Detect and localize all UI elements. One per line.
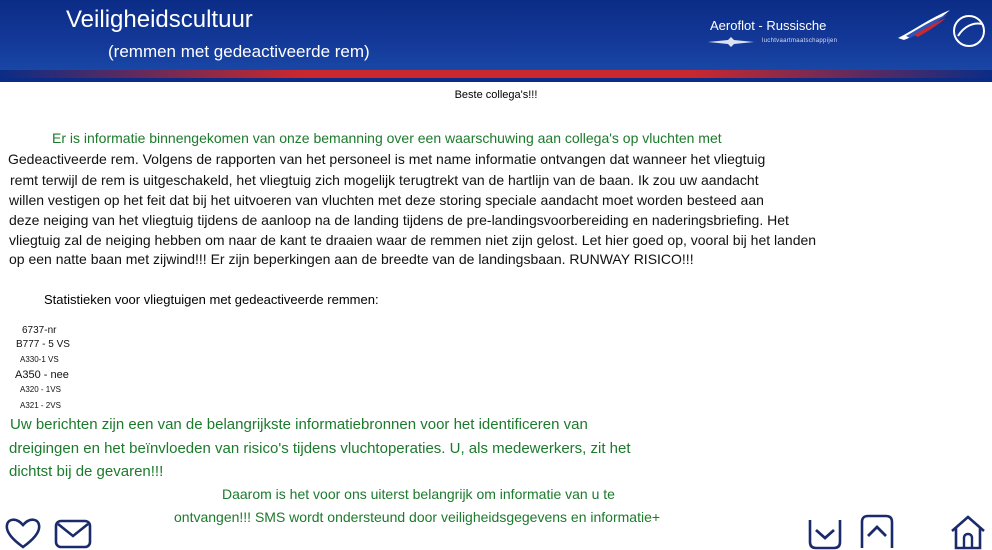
brand-name: Aeroflot - Russische	[710, 18, 827, 33]
intro-line: op een natte baan met zijwind!!! Er zijn beperkingen aan de breedte van de landingsbaan. RUNWAY RISICO!!!	[9, 251, 694, 267]
page-subtitle: (remmen met gedeactiveerde rem)	[108, 42, 370, 61]
closing-line: dreigingen en het beïnvloeden van risico's tijdens vluchtoperaties. U, als medewerkers, zit het	[9, 440, 631, 457]
aeroflot-wings-logo-icon	[708, 36, 754, 48]
stats-item: B777 - 5 VS	[16, 339, 70, 350]
header-stripe	[0, 70, 992, 78]
stats-item: A330-1 VS	[20, 355, 59, 364]
flag-wing-logo-icon	[896, 8, 952, 42]
intro-line: willen vestigen op het feit dat bij het uitvoeren van vluchten met deze storing speciale aandacht moet worden besteed aan	[9, 192, 764, 208]
mail-icon[interactable]	[54, 518, 92, 550]
stats-title: Statistieken voor vliegtuigen met gedeactiveerde remmen:	[44, 292, 379, 307]
closing-line: Uw berichten zijn een van de belangrijkste informatiebronnen voor het identificeren van	[10, 416, 588, 433]
final-line: Daarom is het voor ons uiterst belangrijk om informatie van u te	[222, 486, 615, 502]
brand-subtitle: luchtvaartmaatschappijen	[762, 38, 838, 44]
intro-line: vliegtuig zal de neiging hebben om naar de kant te draaien waar de remmen niet zijn gelost. Let hier goed op, vooral bij het landen	[9, 232, 817, 248]
home-icon[interactable]	[948, 514, 988, 550]
header-stripe-bottom	[0, 78, 992, 82]
stats-item: A350 - nee	[15, 369, 69, 381]
intro-line: deze neiging van het vliegtuig tijdens de aanloop na de landing tijdens de pre-landingsvoorbereiding en naderingsbriefing. Het	[9, 212, 789, 228]
stats-item: A321 - 2VS	[20, 401, 61, 410]
greeting-text: Beste collega's!!!	[454, 89, 538, 101]
chevron-up-icon[interactable]	[856, 514, 898, 550]
page-title: Veiligheidscultuur	[66, 6, 253, 33]
intro-line: Gedeactiveerde rem. Volgens de rapporten van het personeel is met name informatie ontvangen dat wanneer het vliegtuig	[8, 151, 766, 167]
intro-line: remt terwijl de rem is uitgeschakeld, het vliegtuig zich mogelijk terugtrekt van de hartlijn van de baan. Ik zou uw aandacht	[10, 172, 759, 188]
skyteam-logo-icon	[950, 12, 988, 50]
header-banner	[0, 0, 992, 76]
stats-item: 6737-nr	[22, 325, 57, 336]
heart-icon[interactable]	[4, 516, 42, 550]
stats-item: A320 - 1VS	[20, 385, 61, 394]
closing-line: dichtst bij de gevaren!!!	[9, 463, 164, 480]
intro-line: Er is informatie binnengekomen van onze bemanning over een waarschuwing aan collega's op vluchten met	[52, 130, 722, 146]
chevron-down-icon[interactable]	[804, 514, 846, 550]
final-line: ontvangen!!! SMS wordt ondersteund door veiligheidsgegevens en informatie+	[174, 509, 661, 525]
